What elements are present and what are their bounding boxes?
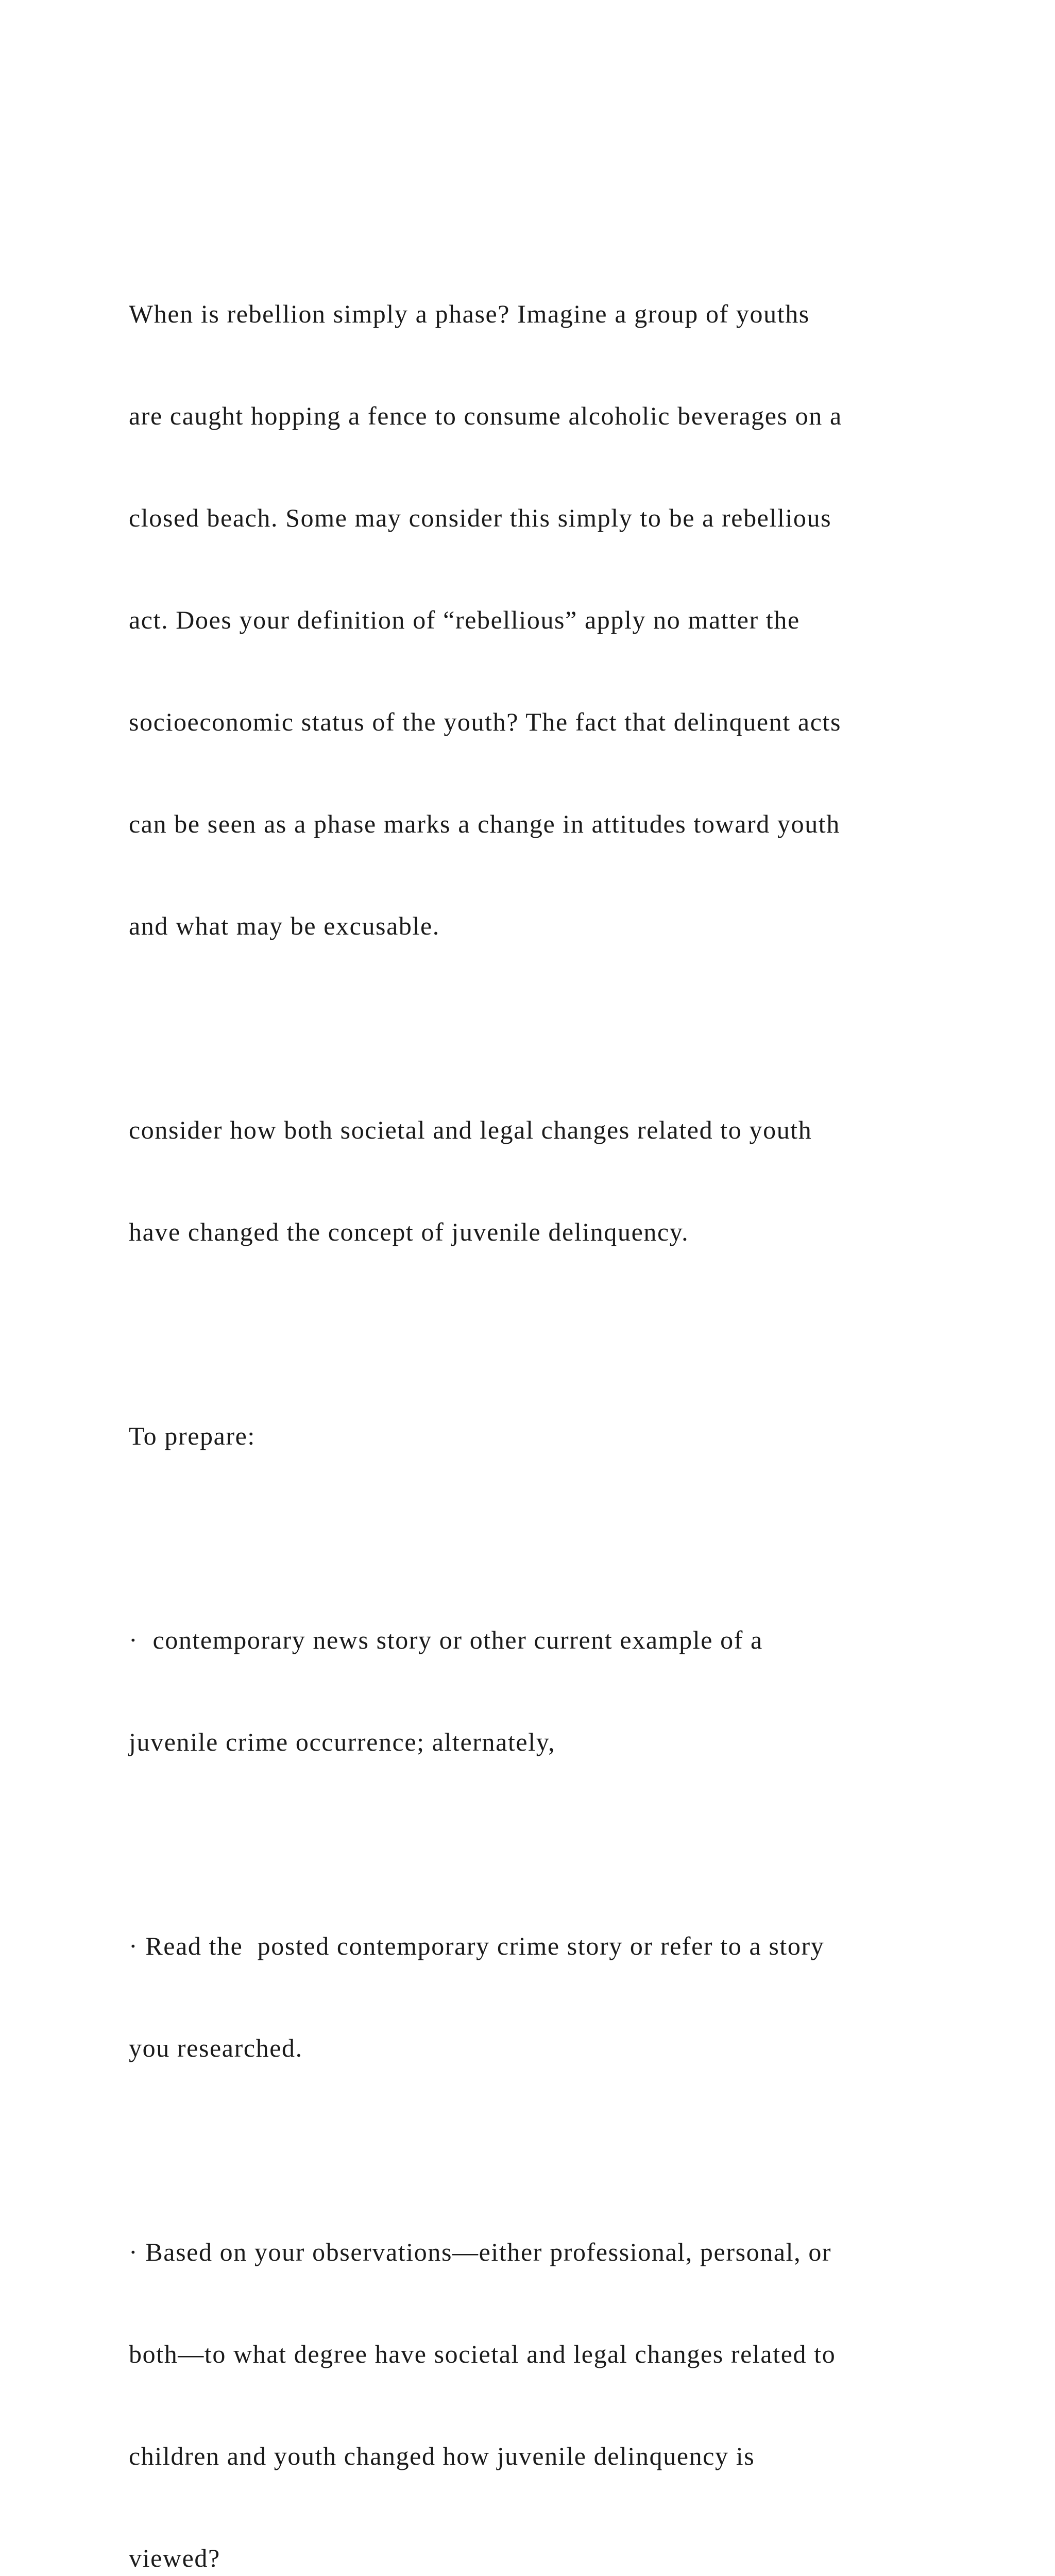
bullet-item <box>129 2167 953 2576</box>
intro-line: act. Does your definition of “rebellious” apply no matter the <box>129 605 800 634</box>
intro-line: and what may be excusable. <box>129 911 440 940</box>
consider-paragraph <box>129 1045 953 1317</box>
bullet-item <box>129 1555 953 1827</box>
prepare-heading <box>129 1351 953 1521</box>
intro-line: socioeconomic status of the youth? The fact that delinquent acts <box>129 707 842 736</box>
document-body <box>129 229 953 2576</box>
intro-paragraph <box>129 229 953 1011</box>
bullet-line: you researched. <box>129 2033 303 2062</box>
consider-line: have changed the concept of juvenile delinquency. <box>129 1217 689 1246</box>
intro-line: closed beach. Some may consider this simply to be a rebellious <box>129 503 832 532</box>
bullet-line: · Read the posted contemporary crime story or refer to a story <box>129 1931 825 1960</box>
bullet-line: · contemporary news story or other current example of a <box>129 1625 763 1654</box>
bullet-line: both—to what degree have societal and legal changes related to <box>129 2340 836 2368</box>
bullet-line: · Based on your observations—either professional, personal, or <box>129 2238 832 2266</box>
prepare-heading-text: To prepare: <box>129 1421 256 1450</box>
consider-line: consider how both societal and legal changes related to youth <box>129 1115 812 1144</box>
bullet-line: children and youth changed how juvenile delinquency is <box>129 2442 755 2470</box>
intro-line: can be seen as a phase marks a change in attitudes toward youth <box>129 809 840 838</box>
intro-line: are caught hopping a fence to consume alcoholic beverages on a <box>129 401 842 430</box>
bullet-line: viewed? <box>129 2544 220 2572</box>
bullet-line: juvenile crime occurrence; alternately, <box>129 1727 556 1756</box>
bullet-item <box>129 1861 953 2133</box>
intro-line: When is rebellion simply a phase? Imagine a group of youths <box>129 299 810 328</box>
